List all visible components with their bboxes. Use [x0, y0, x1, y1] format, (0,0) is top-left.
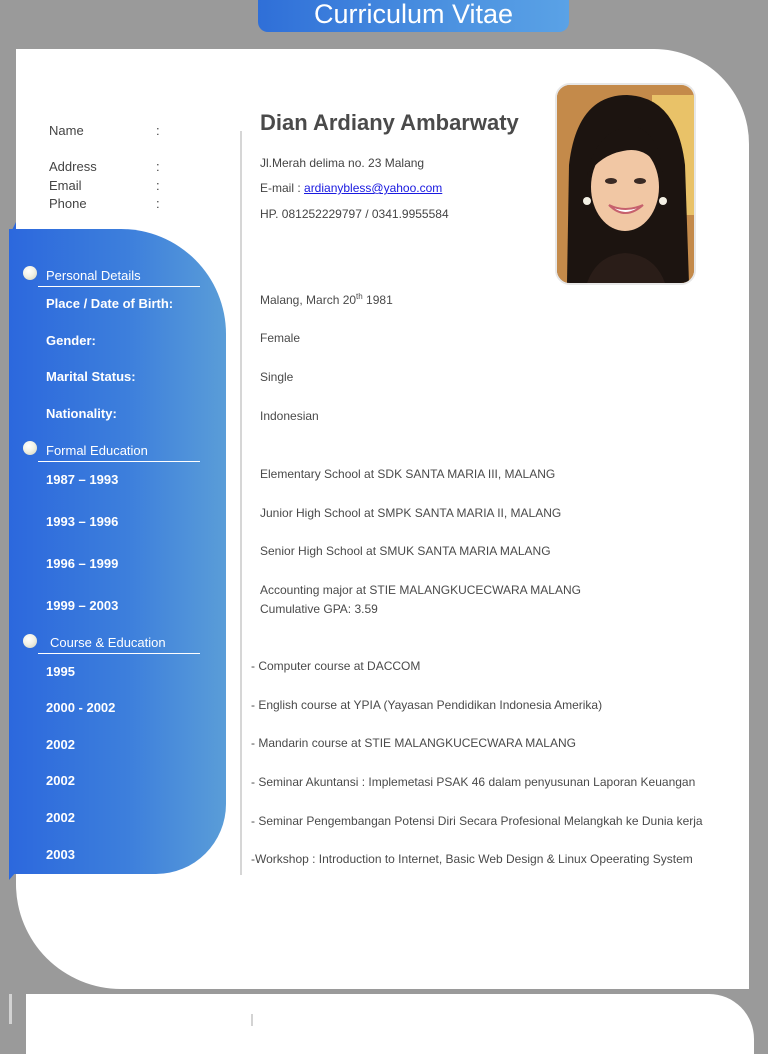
- course-years: 2002: [46, 810, 75, 825]
- course-years: 2000 - 2002: [46, 700, 116, 715]
- next-page-edge: [9, 994, 12, 1024]
- course-entry: - Computer course at DACCOM: [251, 659, 421, 673]
- section-course-education: Course & Education: [50, 635, 166, 650]
- label-text: Phone: [49, 196, 87, 211]
- education-years: 1987 – 1993: [46, 472, 119, 487]
- course-years: 2002: [46, 737, 75, 752]
- course-entry: - Seminar Pengembangan Potensi Diri Secara Profesional Melangkah ke Dunia kerja: [251, 814, 703, 828]
- section-personal-details: Personal Details: [46, 268, 141, 283]
- profile-photo: [555, 83, 696, 285]
- bullet-icon: [23, 634, 37, 648]
- education-years: 1999 – 2003: [46, 598, 119, 613]
- education-entry: Elementary School at SDK SANTA MARIA III, MALANG: [260, 467, 556, 481]
- course-entry: - English course at YPIA (Yayasan Pendidikan Indonesia Amerika): [251, 698, 603, 712]
- label-colon: :: [156, 178, 160, 193]
- birth-date: Malang, March 20: [260, 293, 357, 307]
- education-entry: Senior High School at SMUK SANTA MARIA MALANG: [260, 544, 551, 558]
- education-years: 1993 – 1996: [46, 514, 119, 529]
- label-colon: :: [156, 159, 160, 174]
- contact-label-email: [49, 178, 169, 193]
- section-formal-education: Formal Education: [46, 443, 148, 458]
- section-rule: [38, 653, 200, 654]
- course-entry: - Mandarin course at STIE MALANGKUCECWARA MALANG: [251, 736, 576, 750]
- contact-label-address: [49, 159, 169, 174]
- next-page: [26, 994, 754, 1054]
- value-gender: Female: [260, 331, 301, 345]
- profile-photo-illustration: [557, 85, 694, 283]
- full-name: Dian Ardiany Ambarwaty: [260, 110, 519, 135]
- course-entry: - Seminar Akuntansi : Implemetasi PSAK 46 dalam penyusunan Laporan Keuangan: [251, 775, 696, 789]
- education-years: 1996 – 1999: [46, 556, 119, 571]
- course-entry: -Workshop : Introduction to Internet, Basic Web Design & Linux Opeerating System: [251, 852, 693, 866]
- value-nationality: Indonesian: [260, 409, 319, 423]
- birth-year: 1981: [362, 293, 393, 307]
- contact-label-phone: [49, 196, 169, 211]
- label-text: Address: [49, 159, 97, 174]
- label-marital-status: Marital Status:: [46, 369, 136, 384]
- email-line: [260, 181, 442, 195]
- course-years: 2002: [46, 773, 75, 788]
- label-birth: Place / Date of Birth:: [46, 296, 174, 311]
- vertical-divider: [240, 131, 242, 875]
- label-gender: Gender:: [46, 333, 96, 348]
- contact-label-name: [49, 123, 169, 138]
- education-gpa: Cumulative GPA: 3.59: [260, 602, 378, 616]
- education-entry: Accounting major at STIE MALANGKUCECWARA MALANG: [260, 583, 581, 597]
- section-rule: [38, 286, 200, 287]
- address-value: Jl.Merah delima no. 23 Malang: [260, 156, 425, 170]
- label-text: Email: [49, 178, 82, 193]
- label-colon: :: [156, 123, 160, 138]
- label-colon: :: [156, 196, 160, 211]
- phone-value: HP. 081252229797 / 0341.9955584: [260, 207, 449, 221]
- email-prefix: E-mail :: [260, 181, 305, 195]
- education-entry: Junior High School at SMPK SANTA MARIA II, MALANG: [260, 506, 562, 520]
- course-years: 2003: [46, 847, 75, 862]
- label-nationality: Nationality:: [46, 406, 117, 421]
- birth-date-suffix: th: [356, 292, 363, 301]
- page-title: Curriculum Vitae: [258, 0, 569, 32]
- label-text: Name: [49, 123, 84, 138]
- course-years: 1995: [46, 664, 75, 679]
- section-rule: [38, 461, 200, 462]
- sidebar-panel: [9, 229, 226, 874]
- value-birth: [260, 292, 393, 307]
- bullet-icon: [23, 441, 37, 455]
- value-marital-status: Single: [260, 370, 294, 384]
- bullet-icon: [23, 266, 37, 280]
- next-page-divider: [251, 1014, 253, 1026]
- email-link[interactable]: ardianybless@yahoo.com: [304, 181, 443, 195]
